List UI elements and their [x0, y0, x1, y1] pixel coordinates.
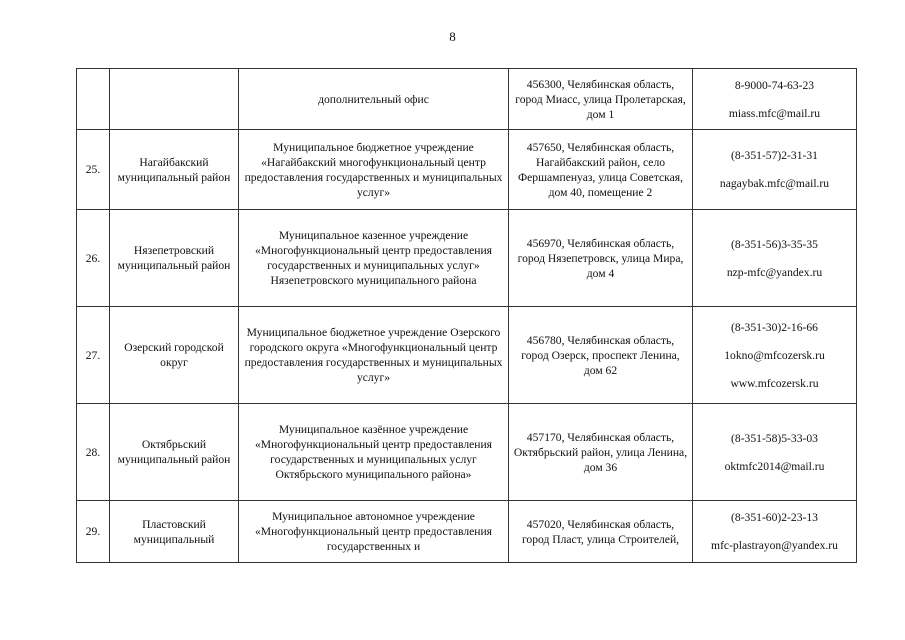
organization-cell: Муниципальное бюджетное учреждение Озерского городского округа «Многофункциональный центр предоставления государственных и муниципальных услуг»	[239, 307, 509, 404]
organization-cell: дополнительный офис	[239, 69, 509, 130]
phone: (8-351-60)2-23-13	[731, 511, 818, 524]
phone: 8-9000-74-63-23	[734, 78, 815, 92]
table-row	[77, 69, 857, 130]
organization-cell: Муниципальное бюджетное учреждение «Нагайбакский многофункциональный центр предоставления государственных и муниципальных услуг»	[239, 130, 509, 210]
district-cell	[110, 69, 239, 130]
row-number	[77, 69, 110, 130]
row-number: 27.	[77, 307, 110, 404]
contacts-cell	[693, 404, 857, 501]
address-cell: 457020, Челябинская область, город Пласт, улица Строителей,	[509, 501, 693, 563]
district-cell: Нагайбакский муниципальный район	[110, 130, 239, 210]
phone: (8-351-58)5-33-03	[731, 431, 818, 445]
contacts-cell	[693, 69, 857, 130]
page-number: 8	[449, 29, 456, 44]
email-link[interactable]: mfc-plastrayon@yandex.ru	[711, 539, 838, 552]
phone: (8-351-30)2-16-66	[731, 320, 818, 334]
organization-cell: Муниципальное казённое учреждение «Многофункциональный центр предоставления государственных и муниципальных услуг Октябрьского муниципального района»	[239, 404, 509, 501]
address-cell: 457650, Челябинская область, Нагайбакский район, село Фершампенуаз, улица Советская, дом 40, помещение 2	[509, 130, 693, 210]
email-link[interactable]: miass.mfc@mail.ru	[728, 106, 821, 120]
row-number: 28.	[77, 404, 110, 501]
row-number: 26.	[77, 210, 110, 307]
address-cell: 456300, Челябинская область, город Миасс, улица Пролетарская, дом 1	[509, 69, 693, 130]
address-cell: 456780, Челябинская область, город Озерск, проспект Ленина, дом 62	[509, 307, 693, 404]
contacts-cell	[693, 130, 857, 210]
contacts-cell	[693, 307, 857, 404]
table-row	[77, 210, 857, 307]
organization-cell: Муниципальное казенное учреждение «Многофункциональный центр предоставления государственных и муниципальных услуг» Нязепетровского муниципального района	[239, 210, 509, 307]
email-link[interactable]: nagaybak.mfc@mail.ru	[719, 177, 830, 190]
phone: (8-351-56)3-35-35	[731, 237, 818, 251]
contacts-cell	[693, 501, 857, 563]
row-number: 29.	[77, 501, 110, 563]
table-row	[77, 404, 857, 501]
table-row	[77, 501, 857, 563]
email-link[interactable]: 1okno@mfcozersk.ru	[724, 348, 825, 362]
district-cell: Октябрьский муниципальный район	[110, 404, 239, 501]
district-cell: Озерский городской округ	[110, 307, 239, 404]
address-cell: 457170, Челябинская область, Октябрьский район, улица Ленина, дом 36	[509, 404, 693, 501]
table-row	[77, 130, 857, 210]
table-row	[77, 307, 857, 404]
organization-cell: Муниципальное автономное учреждение «Многофункциональный центр предоставления государственных и	[239, 501, 509, 563]
district-cell: Нязепетровский муниципальный район	[110, 210, 239, 307]
email-link[interactable]: nzp-mfc@yandex.ru	[726, 265, 823, 279]
address-cell: 456970, Челябинская область, город Нязепетровск, улица Мира, дом 4	[509, 210, 693, 307]
phone: (8-351-57)2-31-31	[731, 149, 818, 162]
email-link[interactable]: oktmfc2014@mail.ru	[724, 459, 825, 473]
district-cell: Пластовский муниципальный	[110, 501, 239, 563]
mfc-directory-table	[76, 68, 857, 563]
website-link[interactable]: www.mfcozersk.ru	[730, 376, 819, 390]
contacts-cell	[693, 210, 857, 307]
row-number: 25.	[77, 130, 110, 210]
